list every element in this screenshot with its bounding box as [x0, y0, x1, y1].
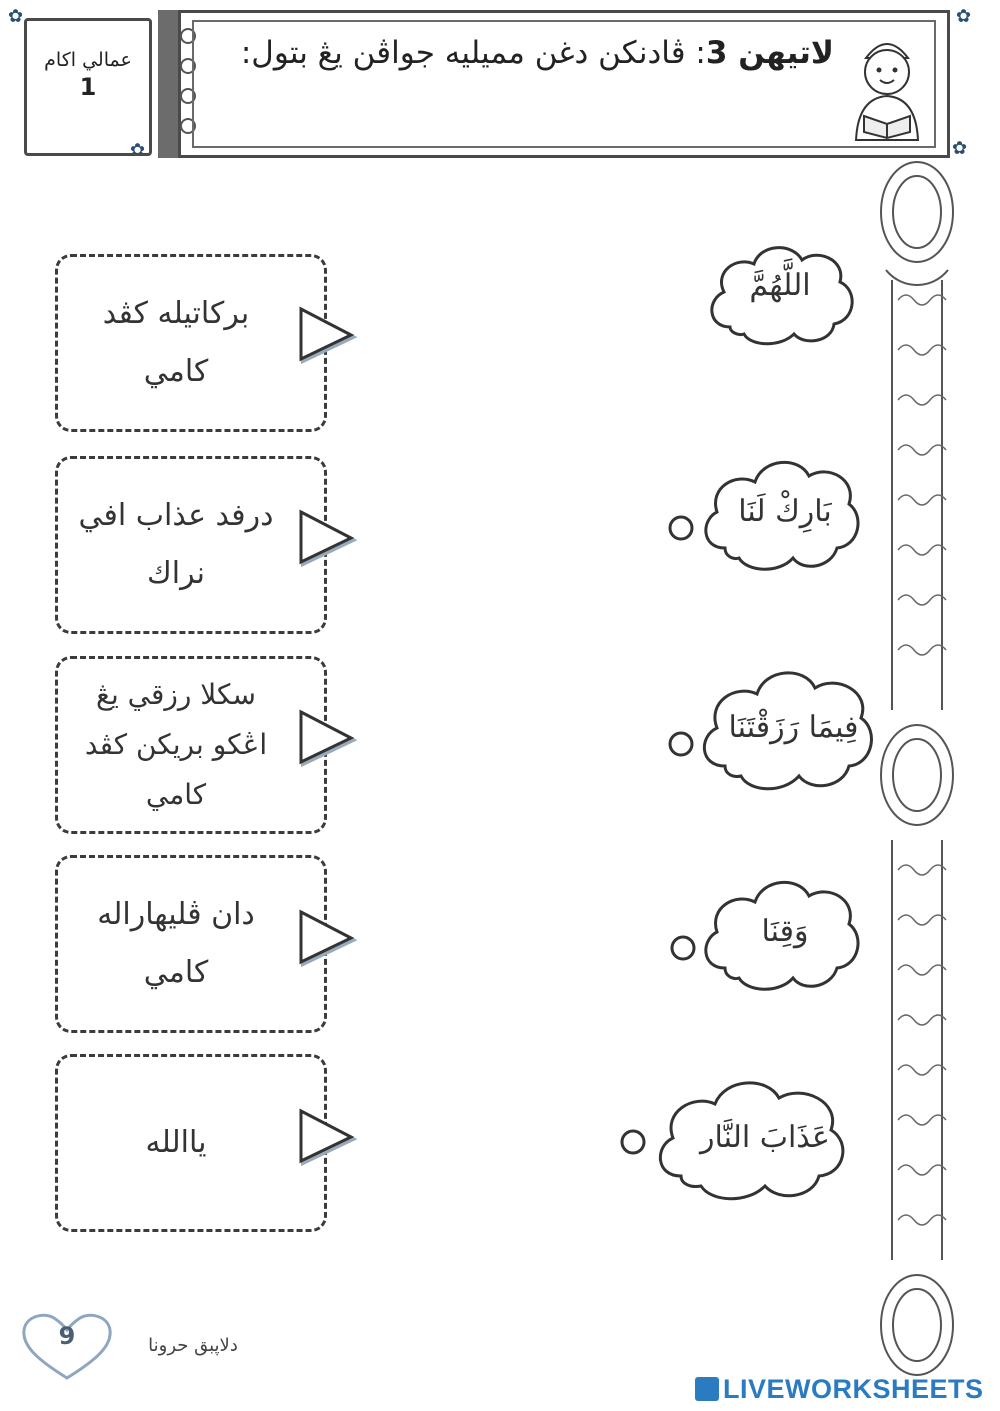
- instruction-text: [234, 30, 834, 76]
- answer-text: بركاتيله كڤد كامي: [102, 296, 250, 389]
- boy-reading-icon: [844, 28, 930, 146]
- prompt-text: فِيمَا رَزَقْتَنَا: [728, 710, 859, 745]
- answer-card[interactable]: [55, 254, 327, 432]
- arrow-right-icon[interactable]: [295, 708, 359, 768]
- subject-name: عمالي اكام: [44, 49, 132, 71]
- answer-card[interactable]: [55, 1054, 327, 1232]
- prompt-cloud: [615, 1062, 865, 1207]
- liveworksheets-brand[interactable]: [695, 1374, 995, 1406]
- prompt-cloud: [665, 648, 880, 798]
- exercise-label: لاتيهن 3: [705, 35, 834, 71]
- calligraphy-border: [872, 150, 962, 1390]
- header-inner-frame: [192, 20, 936, 148]
- arrow-right-icon[interactable]: [295, 1107, 359, 1167]
- prompt-text: بَارِكْ لَنَا: [738, 494, 832, 529]
- answer-text: ياالله: [145, 1125, 207, 1160]
- arrow-right-icon[interactable]: [295, 305, 359, 365]
- liveworksheets-logo-icon: [695, 1377, 719, 1401]
- flower-icon: ✿: [8, 6, 24, 27]
- answer-card[interactable]: [55, 855, 327, 1033]
- answer-text: درفد عذاب افي نراك: [78, 498, 274, 591]
- header-binding-bar: [158, 10, 178, 158]
- instruction-body: : ڤادنكن دغن مميليه جواڤن يڠ بتول:: [240, 35, 706, 71]
- prompt-cloud: [665, 858, 865, 998]
- page-number: 9: [58, 1322, 76, 1350]
- prompt-text: عَذَابَ النَّار: [700, 1120, 830, 1155]
- prompt-text: اللَّهُمَّ: [749, 268, 811, 303]
- answer-text: سکلا رزقي يڠ اڠکو بريکن کڤد کامي: [84, 678, 268, 811]
- prompt-cloud: [665, 438, 865, 578]
- flower-icon: ✿: [130, 140, 146, 161]
- answer-card[interactable]: [55, 656, 327, 834]
- flower-icon: ✿: [952, 138, 968, 159]
- subject-label-box: [24, 18, 152, 156]
- prompt-cloud: [700, 232, 860, 352]
- answer-card[interactable]: [55, 456, 327, 634]
- arrow-right-icon[interactable]: [295, 908, 359, 968]
- answer-text: دان ڤليهاراله كامي: [97, 897, 255, 990]
- brand-text: LIVEWORKSHEETS: [723, 1374, 984, 1404]
- arrow-right-icon[interactable]: [295, 508, 359, 568]
- footer-caption: دلاپبق حرونا: [148, 1335, 238, 1356]
- flower-icon: ✿: [956, 6, 972, 27]
- prompt-text: وَقِنَا: [761, 914, 809, 949]
- subject-level: 1: [79, 73, 97, 101]
